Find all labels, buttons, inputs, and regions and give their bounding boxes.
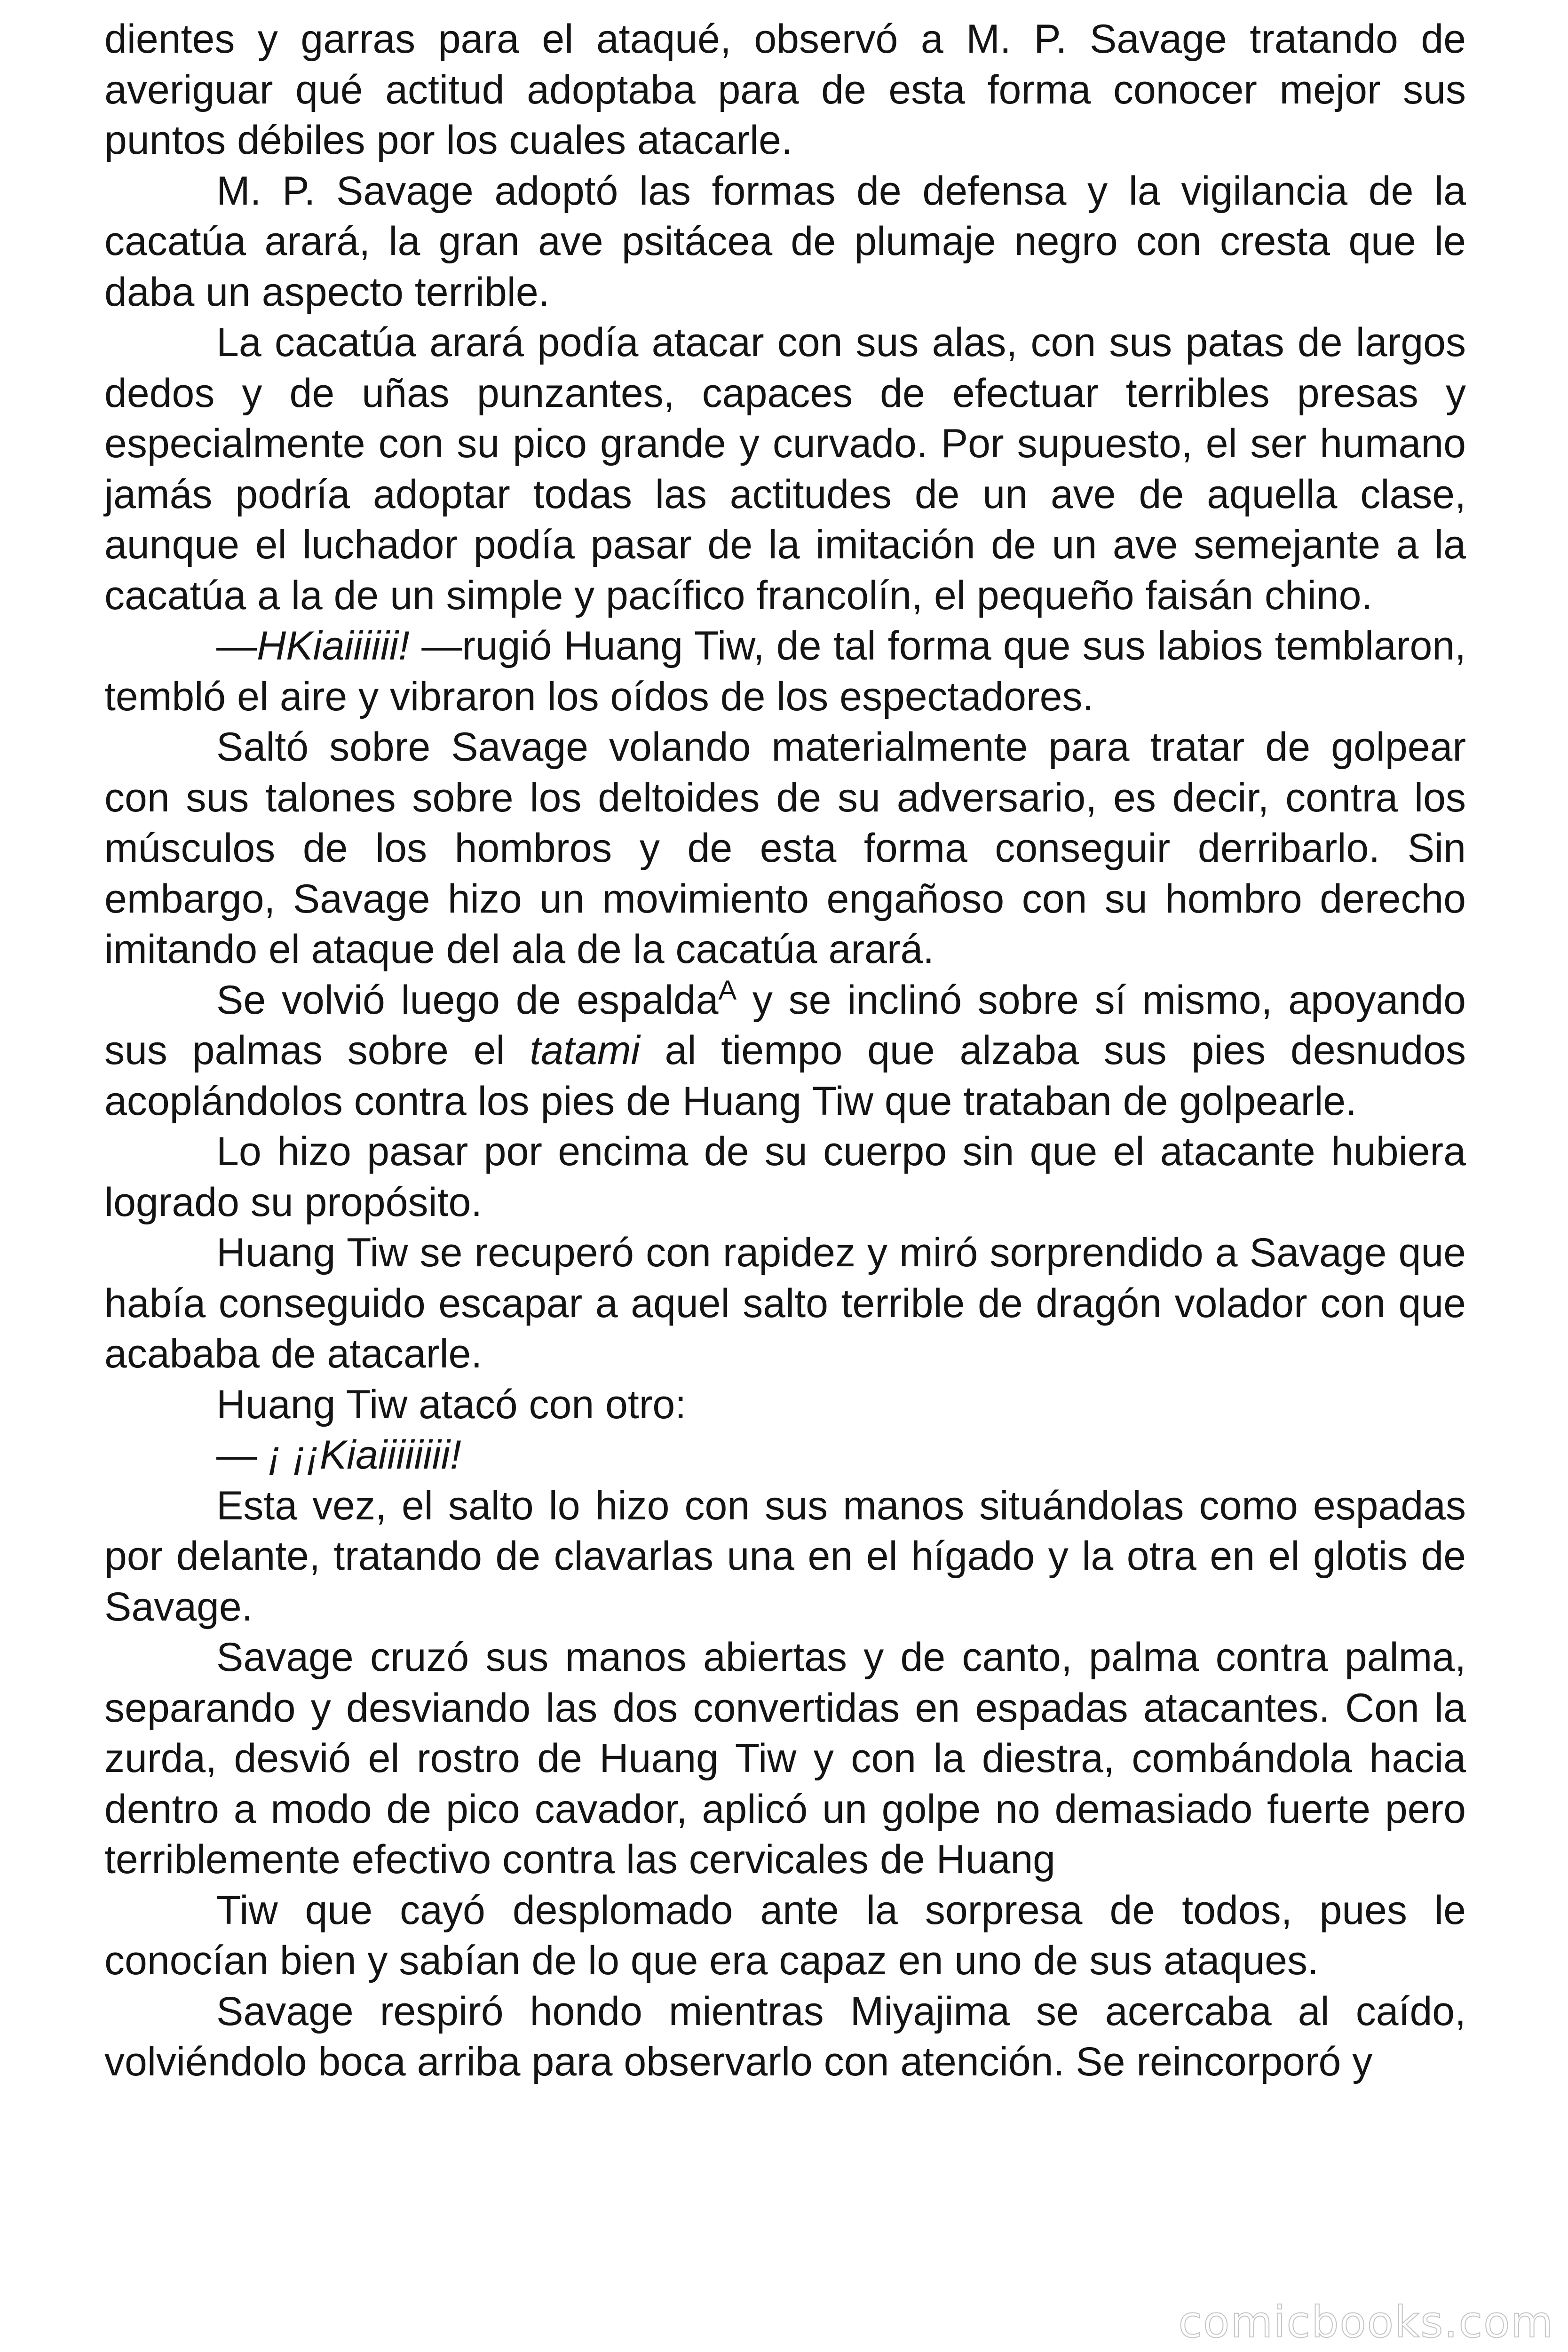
paragraph-12: Savage cruzó sus manos abiertas y de canto, palma contra palma, separando y desviando las dos convertidas en espadas atacantes. Con la zurda, desvió el rostro de Huang Tiw y con la diestra, combándola hacia dentro a modo de pico cavador, aplicó un golpe no demasiado fuerte pero terriblemente efectivo contra las cervicales de Huang <box>104 1635 1466 1882</box>
paragraph-14: Savage respiró hondo mientras Miyajima se acercaba al caído, volviéndolo boca arriba para observarlo con atención. Se reincorporó y <box>104 1988 1466 2084</box>
paragraph-6-before: Se volvió luego de espalda <box>216 977 719 1023</box>
paragraph-6-middle: y se inclinó sobre sí mismo, apoyando sus palmas sobre el <box>104 977 1466 1073</box>
paragraph-6 <box>104 975 1466 1127</box>
paragraph-9: Huang Tiw atacó con otro: <box>216 1382 687 1427</box>
shout-text: HKiaiiiiii! <box>257 623 410 668</box>
dialogue-dash: — <box>216 1432 268 1478</box>
paragraph-13: Tiw que cayó desplomado ante la sorpresa de todos, pues le conocían bien y sabían de lo que era capaz en uno de sus ataques. <box>104 1887 1466 1983</box>
paragraph-10 <box>104 1430 1466 1481</box>
paragraph-1: dientes y garras para el ataqué, observó a M. P. Savage tratando de averiguar qué actitud adoptaba para de esta forma conocer mejor sus puntos débiles por los cuales atacarle. <box>104 16 1466 163</box>
paragraph-3: La cacatúa arará podía atacar con sus alas, con sus patas de largos dedos y de uñas punzantes, capaces de efectuar terribles presas y especialmente con su pico grande y curvado. Por supuesto, el ser humano jamás podría adoptar todas las actitudes de un ave de aquella clase, aunque el luchador podía pasar de la imitación de un ave semejante a la cacatúa a la de un simple y pacífico francolín, el pequeño faisán chino. <box>104 320 1466 618</box>
watermark: comicbooks.com <box>1178 2297 1554 2347</box>
dialogue-dash: — <box>216 623 257 668</box>
paragraph-11: Esta vez, el salto lo hizo con sus manos situándolas como espadas por delante, tratando de clavarlas una en el hígado y la otra en el glotis de Savage. <box>104 1483 1466 1629</box>
tatami-term: tatami <box>530 1028 640 1073</box>
page-text <box>104 14 1466 2088</box>
paragraph-8: Huang Tiw se recuperó con rapidez y miró sorprendido a Savage que había conseguido escapar a aquel salto terrible de dragón volador con que acababa de atacarle. <box>104 1230 1466 1376</box>
paragraph-6-after: al tiempo que alzaba sus pies desnudos acoplándolos contra los pies de Huang Tiw que trataban de golpearle. <box>104 1028 1466 1124</box>
footnote-marker: A <box>718 975 737 1006</box>
paragraph-4 <box>104 621 1466 722</box>
dialogue-rest: —rugió Huang Tiw, de tal forma que sus labios temblaron, tembló el aire y vibraron los oídos de los espectadores. <box>104 623 1466 719</box>
shout-text: ¡ ¡¡Kiaiiiiiiii! <box>268 1432 461 1478</box>
paragraph-5: Saltó sobre Savage volando materialmente para tratar de golpear con sus talones sobre los deltoides de su adversario, es decir, contra los músculos de los hombros y de esta forma conseguir derribarlo. Sin embargo, Savage hizo un movimiento engañoso con su hombro derecho imitando el ataque del ala de la cacatúa arará. <box>104 724 1466 972</box>
paragraph-2: M. P. Savage adoptó las formas de defensa y la vigilancia de la cacatúa arará, la gran ave psitácea de plumaje negro con cresta que le daba un aspecto terrible. <box>104 168 1466 315</box>
paragraph-7: Lo hizo pasar por encima de su cuerpo sin que el atacante hubiera logrado su propósito. <box>104 1129 1466 1225</box>
